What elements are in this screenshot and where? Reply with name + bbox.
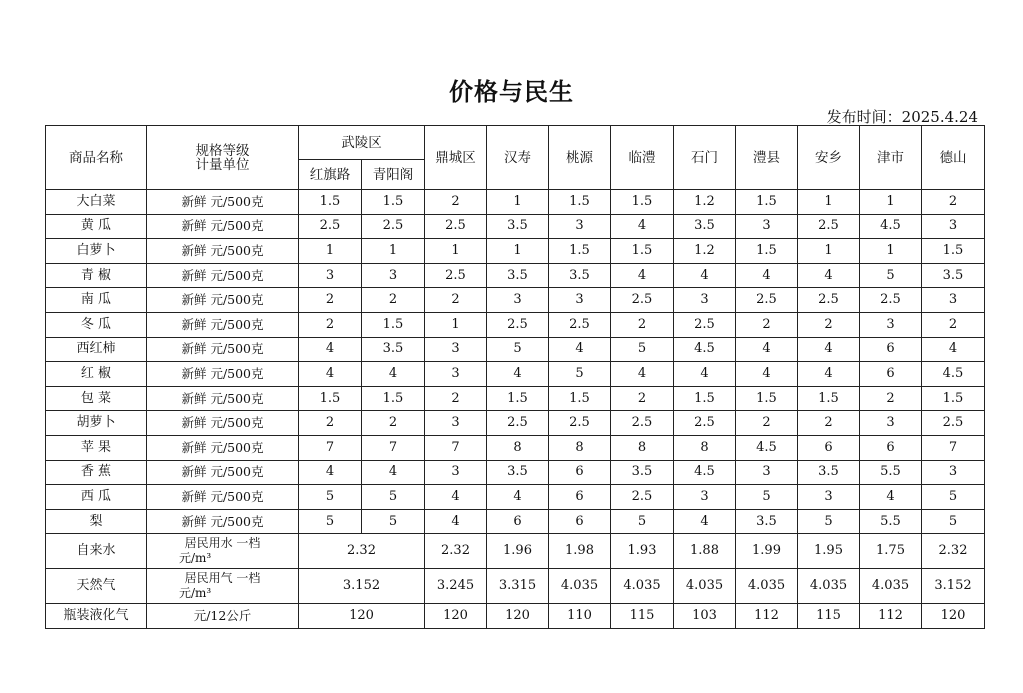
item-name: 青 椒 (46, 263, 147, 288)
price-cell: 6 (860, 362, 922, 387)
price-cell: 5 (362, 509, 425, 534)
table-row (46, 509, 985, 534)
price-cell: 6 (549, 485, 611, 510)
table-row (46, 288, 985, 313)
price-cell: 3 (362, 263, 425, 288)
header-region: 汉寿 (487, 126, 549, 190)
price-cell: 4 (736, 362, 798, 387)
price-cell: 1.5 (362, 312, 425, 337)
price-cell: 1.98 (549, 534, 611, 569)
price-cell: 6 (798, 435, 860, 460)
price-cell: 5 (299, 485, 362, 510)
price-cell: 2.32 (425, 534, 487, 569)
item-spec: 新鲜 元/500克 (147, 239, 299, 264)
item-name: 西红柿 (46, 337, 147, 362)
price-cell: 112 (860, 604, 922, 629)
price-cell: 6 (860, 435, 922, 460)
price-cell: 1 (860, 239, 922, 264)
price-cell: 2.5 (736, 288, 798, 313)
item-name: 西 瓜 (46, 485, 147, 510)
item-name: 红 椒 (46, 362, 147, 387)
item-name: 胡萝卜 (46, 411, 147, 436)
header-region: 石门 (674, 126, 736, 190)
utility-rows (46, 534, 985, 629)
price-cell: 4.5 (736, 435, 798, 460)
price-cell: 1.5 (549, 239, 611, 264)
price-cell: 3.245 (425, 569, 487, 604)
price-cell: 7 (362, 435, 425, 460)
table-row (46, 460, 985, 485)
price-cell: 5 (487, 337, 549, 362)
price-cell: 4 (922, 337, 985, 362)
price-cell: 2 (736, 411, 798, 436)
item-name: 大白菜 (46, 190, 147, 215)
price-cell: 2.5 (487, 411, 549, 436)
price-cell: 2.5 (299, 214, 362, 239)
table-row (46, 386, 985, 411)
header-region: 桃源 (549, 126, 611, 190)
header-name: 商品名称 (46, 126, 147, 190)
price-cell: 2 (860, 386, 922, 411)
price-cell: 7 (922, 435, 985, 460)
price-cell: 2.5 (798, 288, 860, 313)
item-name: 黄 瓜 (46, 214, 147, 239)
price-cell: 1 (299, 239, 362, 264)
price-cell: 3 (425, 460, 487, 485)
price-cell: 1.5 (362, 386, 425, 411)
price-cell: 4.035 (674, 569, 736, 604)
price-cell: 2 (425, 190, 487, 215)
price-cell: 1.75 (860, 534, 922, 569)
price-cell: 6 (860, 337, 922, 362)
price-cell: 1.5 (798, 386, 860, 411)
price-cell: 6 (487, 509, 549, 534)
price-cell: 2 (425, 288, 487, 313)
price-cell: 120 (922, 604, 985, 629)
price-cell: 5 (549, 362, 611, 387)
item-spec: 新鲜 元/500克 (147, 460, 299, 485)
price-cell: 1.5 (362, 190, 425, 215)
price-cell: 3 (549, 214, 611, 239)
price-cell: 4.035 (611, 569, 674, 604)
price-cell: 1.5 (487, 386, 549, 411)
publish-date: 发布时间：2025.4.24 (826, 108, 978, 126)
table-row (46, 604, 985, 629)
price-cell: 3 (922, 214, 985, 239)
price-cell: 1.5 (736, 190, 798, 215)
header-wuling-sub: 青阳阁 (362, 160, 425, 190)
price-cell: 1.5 (299, 386, 362, 411)
header-spec-line2: 计量单位 (195, 156, 250, 173)
price-cell: 4 (362, 362, 425, 387)
price-cell: 3 (922, 460, 985, 485)
table-row (46, 569, 985, 604)
price-cell: 110 (549, 604, 611, 629)
price-cell: 8 (487, 435, 549, 460)
price-cell: 2.5 (611, 411, 674, 436)
price-cell: 4 (611, 263, 674, 288)
price-cell: 3 (736, 460, 798, 485)
price-cell: 4 (425, 509, 487, 534)
price-cell: 4.035 (860, 569, 922, 604)
price-cell: 2.5 (549, 312, 611, 337)
price-cell: 4.5 (860, 214, 922, 239)
price-cell: 5 (611, 509, 674, 534)
price-cell: 1 (487, 239, 549, 264)
price-cell: 103 (674, 604, 736, 629)
price-cell: 3.5 (549, 263, 611, 288)
price-cell: 4 (736, 337, 798, 362)
price-cell: 5 (736, 485, 798, 510)
header-wuling: 武陵区 (299, 126, 425, 160)
table-row (46, 485, 985, 510)
price-cell-wuling: 3.152 (299, 569, 425, 604)
item-spec-line1: 居民用气 一档 (184, 571, 261, 586)
price-cell: 3.5 (487, 214, 549, 239)
header-spec (147, 126, 299, 190)
price-cell: 1.88 (674, 534, 736, 569)
header-region: 安乡 (798, 126, 860, 190)
price-cell: 2.5 (798, 214, 860, 239)
price-cell: 1.5 (922, 386, 985, 411)
price-cell: 1.99 (736, 534, 798, 569)
price-cell: 2.5 (674, 411, 736, 436)
price-cell: 1.96 (487, 534, 549, 569)
price-cell: 2.32 (922, 534, 985, 569)
price-cell: 1 (798, 190, 860, 215)
price-cell: 8 (549, 435, 611, 460)
price-cell: 5 (922, 485, 985, 510)
price-cell: 2 (299, 288, 362, 313)
price-cell: 3.5 (922, 263, 985, 288)
item-name: 冬 瓜 (46, 312, 147, 337)
price-cell: 2.5 (487, 312, 549, 337)
price-cell: 3.5 (674, 214, 736, 239)
price-cell: 4 (299, 460, 362, 485)
price-cell: 4.5 (674, 337, 736, 362)
price-cell-wuling: 2.32 (299, 534, 425, 569)
price-cell: 2.5 (425, 214, 487, 239)
price-cell: 5 (922, 509, 985, 534)
item-spec-line1: 居民用水 一档 (184, 536, 261, 551)
item-spec: 新鲜 元/500克 (147, 509, 299, 534)
price-cell: 5 (299, 509, 362, 534)
item-spec: 新鲜 元/500克 (147, 386, 299, 411)
price-cell: 1.5 (611, 239, 674, 264)
price-cell: 3.152 (922, 569, 985, 604)
price-cell: 1.2 (674, 190, 736, 215)
table-row (46, 435, 985, 460)
price-cell: 2 (798, 411, 860, 436)
table-row (46, 411, 985, 436)
header-region: 临澧 (611, 126, 674, 190)
price-cell: 1 (425, 239, 487, 264)
price-cell: 8 (674, 435, 736, 460)
price-table (45, 125, 985, 629)
price-cell: 1.2 (674, 239, 736, 264)
table-row (46, 190, 985, 215)
produce-rows (46, 190, 985, 534)
item-spec: 新鲜 元/500克 (147, 411, 299, 436)
header-region: 津市 (860, 126, 922, 190)
price-cell: 4 (674, 362, 736, 387)
price-cell: 3.5 (487, 460, 549, 485)
price-cell: 1.5 (736, 239, 798, 264)
page-title: 价格与民生 (449, 78, 574, 106)
table-row (46, 362, 985, 387)
item-spec (147, 534, 299, 569)
price-cell: 4 (798, 263, 860, 288)
price-cell: 120 (487, 604, 549, 629)
price-cell: 4.035 (798, 569, 860, 604)
price-cell: 1.93 (611, 534, 674, 569)
table-row (46, 214, 985, 239)
price-cell: 3 (736, 214, 798, 239)
price-cell: 1.5 (549, 190, 611, 215)
price-cell: 120 (425, 604, 487, 629)
price-cell: 1.5 (922, 239, 985, 264)
item-name: 白萝卜 (46, 239, 147, 264)
price-cell: 2.5 (611, 485, 674, 510)
price-cell: 4 (487, 362, 549, 387)
item-spec: 新鲜 元/500克 (147, 190, 299, 215)
price-cell: 5 (860, 263, 922, 288)
price-cell: 4 (299, 337, 362, 362)
price-cell: 3.5 (611, 460, 674, 485)
item-spec-line2: 元/m³ (179, 586, 212, 601)
item-spec: 新鲜 元/500克 (147, 435, 299, 460)
price-cell: 3 (425, 362, 487, 387)
header-wuling-sub: 红旗路 (299, 160, 362, 190)
price-cell: 2 (922, 190, 985, 215)
price-cell: 2.5 (362, 214, 425, 239)
price-cell: 3 (425, 411, 487, 436)
price-cell: 3.5 (736, 509, 798, 534)
price-cell: 1 (487, 190, 549, 215)
price-cell: 3 (860, 312, 922, 337)
price-cell: 4.035 (736, 569, 798, 604)
price-cell: 3 (487, 288, 549, 313)
header-region: 德山 (922, 126, 985, 190)
item-spec (147, 569, 299, 604)
price-cell: 3 (549, 288, 611, 313)
item-spec: 新鲜 元/500克 (147, 263, 299, 288)
price-cell: 1.95 (798, 534, 860, 569)
price-cell: 8 (611, 435, 674, 460)
price-cell: 5 (611, 337, 674, 362)
item-spec-line2: 元/m³ (179, 551, 212, 566)
price-cell: 6 (549, 460, 611, 485)
price-cell: 2 (611, 386, 674, 411)
price-cell-wuling: 120 (299, 604, 425, 629)
price-cell: 5.5 (860, 460, 922, 485)
price-cell: 4 (425, 485, 487, 510)
price-cell: 4 (611, 362, 674, 387)
price-cell: 4 (674, 263, 736, 288)
item-spec: 新鲜 元/500克 (147, 362, 299, 387)
price-cell: 2 (362, 288, 425, 313)
price-cell: 1.5 (549, 386, 611, 411)
price-cell: 1.5 (736, 386, 798, 411)
item-name: 南 瓜 (46, 288, 147, 313)
price-cell: 3.5 (798, 460, 860, 485)
item-spec: 新鲜 元/500克 (147, 485, 299, 510)
price-cell: 2 (299, 411, 362, 436)
price-cell: 4 (611, 214, 674, 239)
price-cell: 1.5 (611, 190, 674, 215)
price-cell: 2 (299, 312, 362, 337)
price-cell: 5 (798, 509, 860, 534)
price-cell: 3 (922, 288, 985, 313)
price-cell: 1 (798, 239, 860, 264)
price-cell: 3.5 (362, 337, 425, 362)
price-cell: 3 (425, 337, 487, 362)
price-cell: 4 (362, 460, 425, 485)
price-cell: 2.5 (674, 312, 736, 337)
item-spec: 新鲜 元/500克 (147, 312, 299, 337)
price-cell: 7 (425, 435, 487, 460)
price-cell: 4 (860, 485, 922, 510)
price-cell: 2 (611, 312, 674, 337)
table-row (46, 312, 985, 337)
item-name: 梨 (46, 509, 147, 534)
price-cell: 3 (674, 288, 736, 313)
header-region: 鼎城区 (425, 126, 487, 190)
price-cell: 2.5 (922, 411, 985, 436)
table-row (46, 263, 985, 288)
item-spec: 元/12公斤 (147, 604, 299, 629)
price-cell: 4.5 (922, 362, 985, 387)
price-cell: 1 (362, 239, 425, 264)
price-cell: 112 (736, 604, 798, 629)
header-region: 澧县 (736, 126, 798, 190)
price-cell: 2 (798, 312, 860, 337)
price-cell: 3 (299, 263, 362, 288)
price-cell: 3 (798, 485, 860, 510)
price-cell: 3.5 (487, 263, 549, 288)
header-spec-line1: 规格等级 (195, 142, 250, 159)
price-cell: 4 (674, 509, 736, 534)
price-cell: 5.5 (860, 509, 922, 534)
price-cell: 2.5 (860, 288, 922, 313)
item-spec: 新鲜 元/500克 (147, 288, 299, 313)
item-name: 香 蕉 (46, 460, 147, 485)
item-spec: 新鲜 元/500克 (147, 337, 299, 362)
price-cell: 2.5 (549, 411, 611, 436)
price-cell: 4.035 (549, 569, 611, 604)
price-cell: 115 (611, 604, 674, 629)
price-cell: 4 (736, 263, 798, 288)
price-cell: 115 (798, 604, 860, 629)
price-cell: 2 (425, 386, 487, 411)
item-name: 苹 果 (46, 435, 147, 460)
table-row (46, 337, 985, 362)
price-cell: 4 (487, 485, 549, 510)
price-cell: 1.5 (674, 386, 736, 411)
price-cell: 4.5 (674, 460, 736, 485)
price-cell: 3 (674, 485, 736, 510)
price-cell: 4 (798, 362, 860, 387)
item-name: 天然气 (46, 569, 147, 604)
price-cell: 7 (299, 435, 362, 460)
price-cell: 5 (362, 485, 425, 510)
item-name: 包 菜 (46, 386, 147, 411)
price-cell: 4 (798, 337, 860, 362)
price-cell: 4 (549, 337, 611, 362)
price-cell: 2.5 (425, 263, 487, 288)
item-spec: 新鲜 元/500克 (147, 214, 299, 239)
price-cell: 1 (425, 312, 487, 337)
price-cell: 2 (362, 411, 425, 436)
table-row (46, 239, 985, 264)
price-cell: 2 (922, 312, 985, 337)
item-name: 瓶装液化气 (46, 604, 147, 629)
price-cell: 3.315 (487, 569, 549, 604)
item-name: 自来水 (46, 534, 147, 569)
price-cell: 2.5 (611, 288, 674, 313)
price-cell: 1 (860, 190, 922, 215)
price-cell: 6 (549, 509, 611, 534)
table-row (46, 534, 985, 569)
price-cell: 2 (736, 312, 798, 337)
price-cell: 1.5 (299, 190, 362, 215)
price-cell: 4 (299, 362, 362, 387)
price-cell: 3 (860, 411, 922, 436)
